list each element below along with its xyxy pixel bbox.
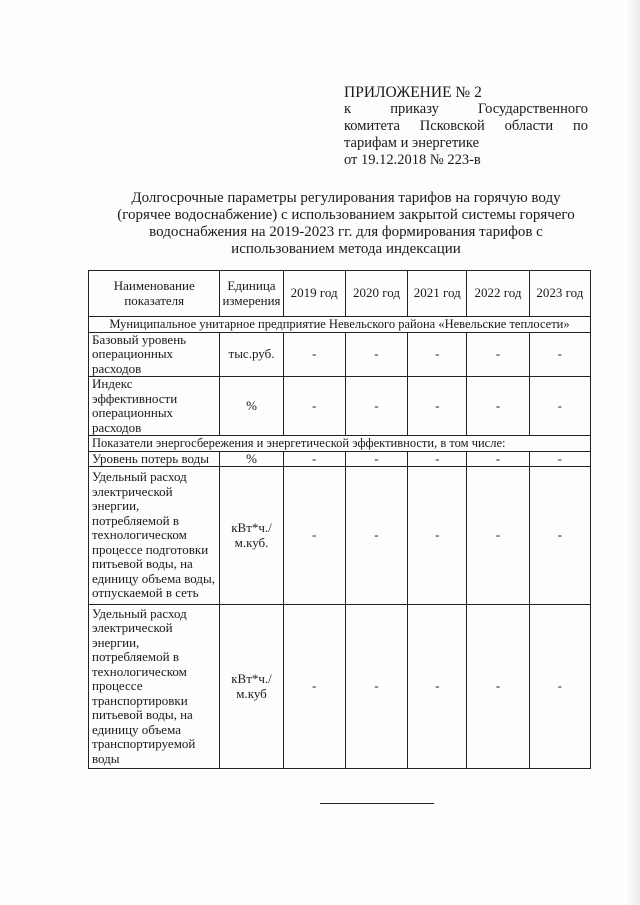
header-cell: 2021 год <box>408 271 467 317</box>
header-cell: 2020 год <box>345 271 407 317</box>
table-row <box>89 377 591 436</box>
row-value: - <box>529 605 590 769</box>
row-value: - <box>283 451 345 467</box>
row-value: - <box>467 377 529 436</box>
row-value: - <box>529 451 590 467</box>
document-heading <box>100 190 592 258</box>
row-value: - <box>467 451 529 467</box>
organization-name: Муниципальное унитарное предприятие Невельского района «Невельские теплосети» <box>89 317 591 333</box>
row-value: - <box>345 332 407 377</box>
row-unit: кВт*ч./м.куб. <box>220 467 283 605</box>
row-value: - <box>345 605 407 769</box>
row-value: - <box>529 467 590 605</box>
row-value: - <box>408 332 467 377</box>
appendix-line: к приказу Государственного <box>344 101 588 117</box>
table-header-row <box>89 271 591 317</box>
table-row <box>89 605 591 769</box>
header-cell: Наименование показателя <box>89 271 220 317</box>
row-value: - <box>345 467 407 605</box>
appendix-line: тарифам и энергетике <box>344 135 480 151</box>
row-name: Базовый уровень операционных расходов <box>89 332 220 377</box>
appendix-block <box>344 84 588 169</box>
row-value: - <box>467 467 529 605</box>
row-unit: % <box>220 377 283 436</box>
row-value: - <box>345 377 407 436</box>
table-row <box>89 451 591 467</box>
row-value: - <box>467 332 529 377</box>
heading-line: Долгосрочные параметры регулирования тарифов на горячую воду <box>131 190 561 206</box>
row-name: Удельный расход электрической энергии, потребляемой в технологическом процессе транспортировки питьевой воды, на единицу объема транспортируемой воды <box>89 605 220 769</box>
row-value: - <box>408 377 467 436</box>
heading-line: (горячее водоснабжение) с использованием закрытой системы горячего <box>117 207 575 223</box>
row-value: - <box>529 332 590 377</box>
row-unit: кВт*ч./м.куб <box>220 605 283 769</box>
heading-line: использованием метода индексации <box>231 241 461 257</box>
row-name: Уровень потерь воды <box>89 451 220 467</box>
row-name: Индекс эффективности операционных расходов <box>89 377 220 436</box>
row-unit: % <box>220 451 283 467</box>
appendix-title: ПРИЛОЖЕНИЕ № 2 <box>344 84 482 101</box>
signature-line <box>320 803 434 804</box>
row-value: - <box>283 332 345 377</box>
row-unit: тыс.руб. <box>220 332 283 377</box>
row-value: - <box>408 451 467 467</box>
organization-row <box>89 317 591 333</box>
table-row <box>89 332 591 377</box>
section-title: Показатели энергосбережения и энергетической эффективности, в том числе: <box>89 436 591 452</box>
row-value: - <box>467 605 529 769</box>
row-value: - <box>408 467 467 605</box>
row-value: - <box>529 377 590 436</box>
appendix-line: комитета Псковской области по <box>344 118 588 134</box>
row-value: - <box>283 605 345 769</box>
parameters-table <box>88 270 591 769</box>
header-cell: 2022 год <box>467 271 529 317</box>
header-cell: 2023 год <box>529 271 590 317</box>
row-value: - <box>345 451 407 467</box>
heading-line: водоснабжения на 2019-2023 гг. для формирования тарифов с <box>149 224 543 240</box>
row-value: - <box>283 377 345 436</box>
row-value: - <box>283 467 345 605</box>
scan-edge <box>626 0 640 905</box>
row-value: - <box>408 605 467 769</box>
row-name: Удельный расход электрической энергии, потребляемой в технологическом процессе подготовки питьевой воды, на единицу объема воды, отпускаемой в сеть <box>89 467 220 605</box>
table-row <box>89 467 591 605</box>
header-cell: 2019 год <box>283 271 345 317</box>
appendix-date: от 19.12.2018 № 223-в <box>344 152 481 168</box>
section-row <box>89 436 591 452</box>
header-cell: Единица измерения <box>220 271 283 317</box>
